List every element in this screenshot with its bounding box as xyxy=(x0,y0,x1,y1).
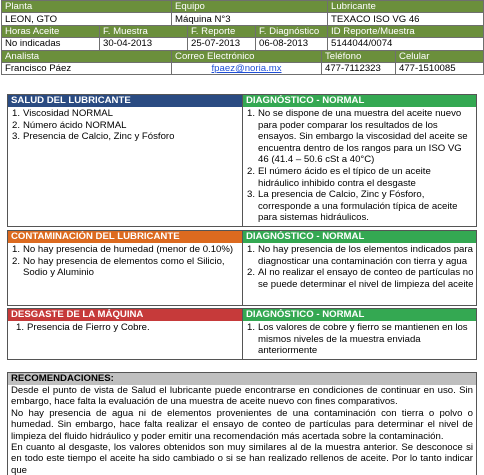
recomendaciones-body xyxy=(8,385,476,475)
desgaste-diag-title: DIAGNÓSTICO - NORMAL xyxy=(243,309,476,321)
contaminacion-diag-list xyxy=(243,243,476,290)
salud-left xyxy=(8,95,242,143)
label-horas-aceite: Horas Aceite xyxy=(2,25,100,37)
list-item: 3. Presencia de Calcio, Zinc y Fósforo xyxy=(12,131,175,143)
label-celular: Celular xyxy=(396,50,484,62)
salud-title: SALUD DEL LUBRICANTE xyxy=(8,95,242,107)
desgaste-left xyxy=(8,309,242,334)
contaminacion-diag-title: DIAGNÓSTICO - NORMAL xyxy=(243,231,476,243)
value-id-reporte: 5144044/0074 xyxy=(328,38,484,50)
value-fecha-reporte: 25-07-2013 xyxy=(188,38,256,50)
desgaste-diagnostico xyxy=(243,309,476,357)
salud-diagnostico xyxy=(243,95,476,224)
label-correo: Correo Electrónico xyxy=(172,50,322,62)
salud-diag-title: DIAGNÓSTICO - NORMAL xyxy=(243,95,476,107)
label-id-reporte: ID Reporte/Muestra xyxy=(328,25,484,37)
value-planta: LEON, GTO xyxy=(2,13,172,25)
recomendacion-paragraph: No hay presencia de agua ni de elementos provenientes de una contaminación con tierra o polvo o humedad. Sin embargo, hace falta realizar el ensayo de conteo de partículas para determinar el nivel de limpieza del fluido hidráulico y poder emitir una recomendación más acertada sobre la contaminación. xyxy=(11,407,473,442)
header-info-table xyxy=(1,0,484,75)
list-item: 1. No se dispone de una muestra del aceite nuevo para poder comparar los resultados de los ensayos. Sin embargo la viscosidad del aceite se encuentra dentro de los rangos para un ISO VG 46 (41.4 – 50.6 cSt a 40°C) xyxy=(247,108,468,166)
desgaste-title: DESGASTE DE LA MÁQUINA xyxy=(8,309,242,321)
label-telefono: Teléfono xyxy=(322,50,396,62)
recomendacion-paragraph: En cuanto al desgaste, los valores obtenidos son muy similares al de la muestra anterior. Se desconoce si en todo este tiempo el aceite ha sido cambiado o si se han realizado rellenos de aceite. Por lo tanto indicar que xyxy=(11,442,473,475)
list-item: 2. Al no realizar el ensayo de conteo de partículas no se puede determinar el nivel de limpieza del aceite xyxy=(247,267,474,290)
recomendacion-paragraph: Desde el punto de vista de Salud el lubricante puede encontrarse en condiciones de continuar en uso. Sin embargo, hace falta la evaluación de una muestra de aceite nuevo con fines comparativos. xyxy=(11,385,473,408)
contaminacion-section xyxy=(7,230,477,306)
value-lubricante: TEXACO ISO VG 46 xyxy=(328,13,484,25)
contaminacion-left xyxy=(8,231,242,279)
value-fecha-diagnostico: 06-08-2013 xyxy=(256,38,328,50)
value-telefono: 477-7112323 xyxy=(322,62,396,74)
salud-list xyxy=(8,107,242,143)
value-horas-aceite: No indicadas xyxy=(2,38,100,50)
list-item: 1. Presencia de Fierro y Cobre. xyxy=(16,322,150,333)
email-cell xyxy=(172,62,322,74)
recomendaciones-section xyxy=(7,372,477,475)
value-fecha-muestra: 30-04-2013 xyxy=(100,38,188,50)
recomendaciones-title: RECOMENDACIONES: xyxy=(8,373,476,385)
contaminacion-title: CONTAMINACIÓN DEL LUBRICANTE xyxy=(8,231,242,243)
label-analista: Analista xyxy=(2,50,172,62)
desgaste-section xyxy=(7,308,477,360)
list-item: 1. Los valores de cobre y fierro se mantienen en los mismos niveles de la muestra enviada anteriormente xyxy=(247,322,468,357)
list-item: 3. La presencia de Calcio, Zinc y Fósforo, corresponde a una formulación típica de aceite para sistemas hidráulicos. xyxy=(247,189,458,224)
desgaste-diag-list xyxy=(243,321,476,357)
email-link[interactable]: fpaez@noria.mx xyxy=(211,63,282,75)
list-item: 2. El número ácido es el típico de un aceite hidráulico inhibido contra el desgaste xyxy=(247,165,431,189)
list-item: 1. Viscosidad NORMAL xyxy=(12,108,113,119)
value-equipo: Máquina N°3 xyxy=(172,13,328,25)
value-analista: Francisco Páez xyxy=(2,62,172,74)
value-celular: 477-1510085 xyxy=(396,62,484,74)
label-equipo: Equipo xyxy=(172,1,328,13)
salud-diag-list xyxy=(243,107,476,224)
list-item: 1. No hay presencia de los elementos indicados para diagnosticar una contaminación con tierra y agua xyxy=(247,244,473,267)
label-planta: Planta xyxy=(2,1,172,13)
list-item: 1. No hay presencia de humedad (menor de 0.10%) xyxy=(12,244,234,255)
desgaste-list xyxy=(8,321,242,334)
list-item: 2. Número ácido NORMAL xyxy=(12,119,127,131)
salud-section xyxy=(7,94,477,227)
label-fecha-diagnostico: F. Diagnóstico xyxy=(256,25,328,37)
label-lubricante: Lubricante xyxy=(328,1,484,13)
label-fecha-muestra: F. Muestra xyxy=(100,25,188,37)
contaminacion-list xyxy=(8,243,242,279)
contaminacion-diagnostico xyxy=(243,231,476,290)
label-fecha-reporte: F. Reporte xyxy=(188,25,256,37)
list-item: 2. No hay presencia de elementos como el Silicio, Sodio y Aluminio xyxy=(12,255,225,279)
